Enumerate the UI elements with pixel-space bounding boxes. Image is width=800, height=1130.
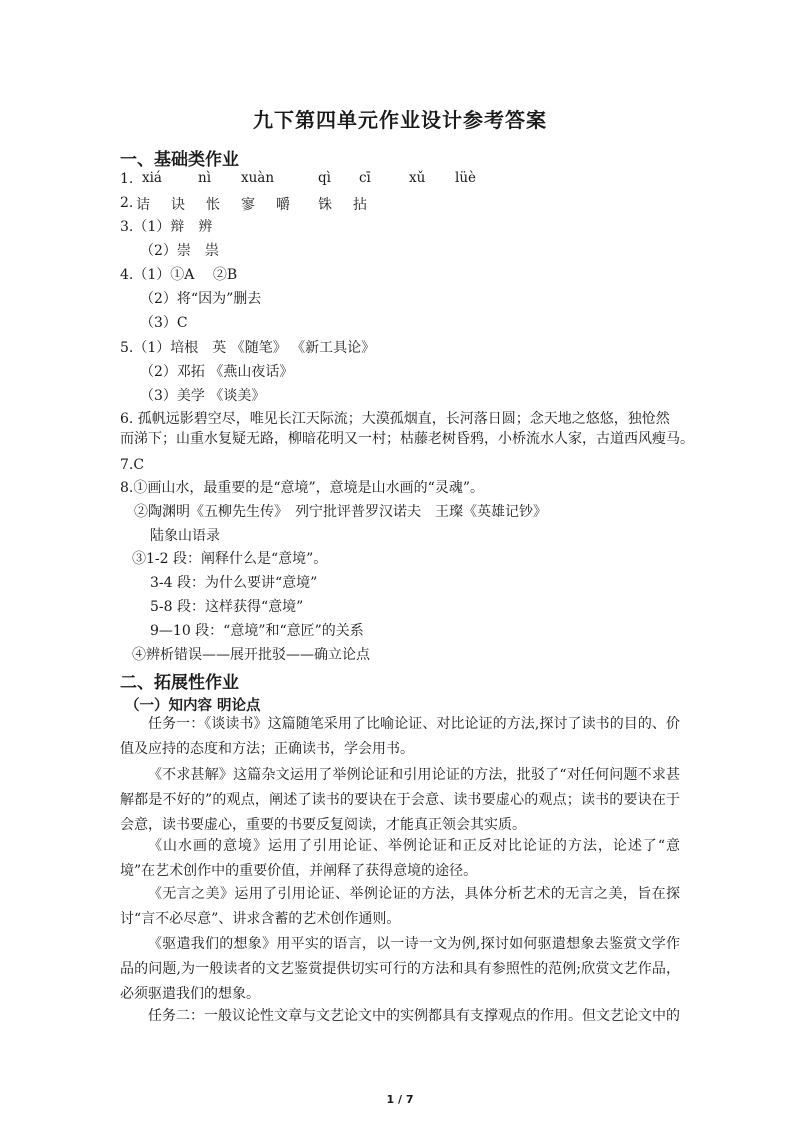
q7-answer: 7.C bbox=[120, 457, 145, 473]
q5-line-3: （3）美学 《谈美》 bbox=[140, 388, 266, 404]
page-number: 1 / 7 bbox=[386, 1093, 414, 1106]
word-5: 嚼 bbox=[276, 197, 290, 213]
q4-line-1: 4.（1）①A ②B bbox=[120, 267, 238, 283]
paragraph-imagination: 《驱遣我们的想象》用平实的语言，以一诗一文为例,探讨如何驱遣想象去鉴赏文学作品的问题,为一般读者的文艺鉴赏提供切实可行的方法和具有参照性的范例;欣赏文艺作品，必须驱遣我们的想象。 bbox=[120, 936, 680, 1002]
q3-line-1: 3.（1）辩 辨 bbox=[120, 219, 213, 235]
pinyin-2: nì bbox=[198, 170, 212, 186]
word-7: 拈 bbox=[353, 197, 367, 213]
q8-part-3b: 3-4 段：为什么要讲“意境” bbox=[150, 575, 318, 591]
paragraph-shan-shui-hua: 《山水画的意境》运用了引用论证、举例论证和正反对比论证的方法，论述了“意境”在艺术创作中的重要价值，并阐释了获得意境的途径。 bbox=[120, 838, 680, 879]
q8-part-1: 8.①画山水，最重要的是“意境”，意境是山水画的“灵魂”。 bbox=[120, 480, 484, 496]
q8-part-2: ②陶渊明《五柳先生传》 列宁批评普罗汉诺夫 王璨《英雄记钞》 bbox=[134, 504, 547, 520]
pinyin-4: qì bbox=[318, 170, 331, 186]
word-1: 诘 bbox=[136, 197, 150, 213]
paragraph-task2: 任务二：一般议论性文章与文艺论文中的实例都具有支撑观点的作用。但文艺论文中的 bbox=[148, 1008, 680, 1024]
q8-part-2b: 陆象山语录 bbox=[150, 528, 220, 544]
q8-part-4: ④辨析错误——展开批驳——确立论点 bbox=[132, 647, 370, 663]
q1-label: 1. bbox=[120, 171, 134, 187]
word-6: 铢 bbox=[318, 197, 332, 213]
pinyin-3: xuàn bbox=[241, 170, 275, 186]
q6-line-1: 6. 孤帆远影碧空尽，唯见长江天际流；大漠孤烟直，长河落日圆；念天地之悠悠，独怆然 bbox=[120, 411, 670, 427]
q6-line-2: 而涕下；山重水复疑无路，柳暗花明又一村；枯藤老树昏鸦，小桥流水人家，古道西风瘦马。 bbox=[120, 431, 694, 447]
q8-part-3c: 5-8 段：这样获得“意境” bbox=[150, 599, 304, 615]
q5-line-2: （2）邓拓 《燕山夜话》 bbox=[140, 364, 294, 380]
paragraph-bu-qiu-shen-jie: 《不求甚解》这篇杂文运用了举例论证和引用论证的方法，批驳了“对任何问题不求甚解都是不好的”的观点，阐述了读书的要诀在于会意、读书要虚心的观点；读书的要诀在于会意，读书要虚心，重要的书要反复阅读，才能真正领会其实质。 bbox=[120, 767, 680, 833]
q4-line-2: （2）将“因为”删去 bbox=[140, 291, 262, 307]
pinyin-7: lüè bbox=[455, 170, 477, 186]
q3-line-2: （2）崇 祟 bbox=[140, 243, 219, 259]
section-heading-basic: 一、基础类作业 bbox=[120, 150, 239, 170]
pinyin-5: cī bbox=[359, 170, 371, 186]
q5-line-1: 5.（1）培根 英 《随笔》 《新工具论》 bbox=[120, 340, 376, 356]
word-2: 诀 bbox=[171, 197, 185, 213]
paragraph-wu-yan-zhi-mei: 《无言之美》运用了引用论证、举例论证的方法，具体分析艺术的无言之美，旨在探讨“言不必尽意”、讲求含蓄的艺术创作通则。 bbox=[120, 886, 680, 927]
q4-line-3: （3）C bbox=[140, 315, 188, 331]
word-3: 怅 bbox=[206, 197, 220, 213]
section-heading-extended: 二、拓展性作业 bbox=[120, 673, 239, 693]
q8-part-3d: 9—10 段：“意境”和“意匠”的关系 bbox=[150, 623, 364, 639]
subheading-content: （一）知内容 明论点 bbox=[125, 698, 261, 714]
pinyin-1: xiá bbox=[142, 170, 162, 186]
paragraph-task1: 任务一：《谈读书》这篇随笔采用了比喻论证、对比论证的方法,探讨了读书的目的、价值及应持的态度和方法；正确读书，学会用书。 bbox=[120, 716, 680, 757]
page-title: 九下第四单元作业设计参考答案 bbox=[253, 108, 547, 132]
q2-label: 2. bbox=[120, 195, 134, 211]
q8-part-3: ③1-2 段：阐释什么是“意境”。 bbox=[132, 551, 328, 567]
pinyin-6: xǔ bbox=[409, 170, 426, 186]
word-4: 寥 bbox=[241, 197, 255, 213]
